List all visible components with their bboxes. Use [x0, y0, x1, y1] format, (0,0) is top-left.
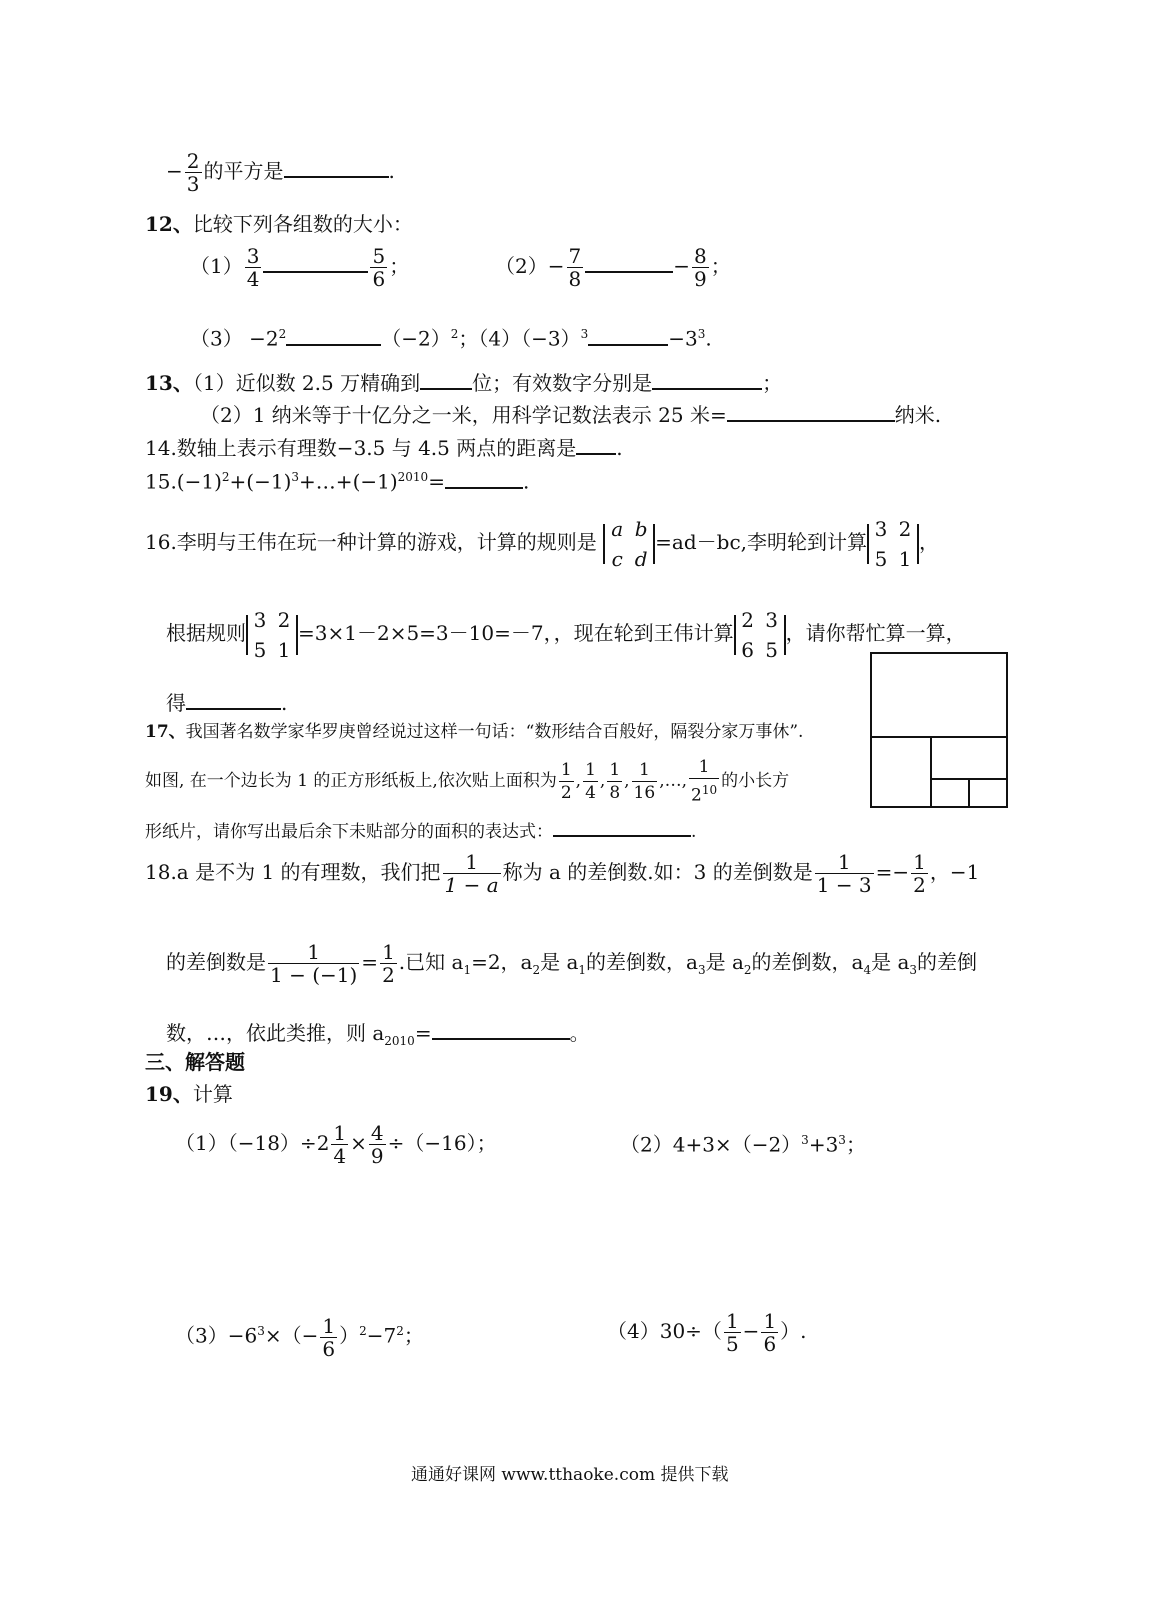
q12-part2: （2）− $\frac{7}{8}$ − $\frac{8}{9}$ ； [495, 244, 731, 291]
answer-blank [263, 251, 368, 273]
determinant: 3 2 5 1 [253, 607, 291, 662]
q16-line3: 得 . [166, 688, 287, 715]
q12-part3-4: $(3) -2^2$ $(-2)^2$；$(4)(-3)^3 -3^3$. [190, 322, 712, 351]
outer-square [871, 653, 1007, 807]
answer-blank [286, 324, 381, 346]
q16-line1: 16.李明与王伟在玩一种计算的游戏，计算的规则是 a b c d=ad－bc,李明轮到计算3 2 5 1， [145, 512, 939, 572]
q18-line3: 数，…，依此类推，则 $a_{2010}=$ 。 [166, 1018, 590, 1053]
answer-blank [186, 688, 281, 710]
q11-tail: − $\frac{2}{3}$ 的平方是 . [166, 149, 395, 196]
q15: $15.(-1)^2+(-1)^3+\dots+(-1)^{2010}=$ . [145, 465, 529, 494]
section-heading: 三、解答题 [145, 1050, 245, 1074]
square-figure [870, 652, 1008, 808]
q17-line1: 17、我国著名数学家华罗庚曾经说过这样一句话：“数形结合百般好，隔裂分家万事休”. [145, 722, 804, 742]
q16-line2: 根据规则3 2 5 1=3×1－2×5=3－10=－7，，现在轮到王伟计算2 3 6 5，请你帮忙算一算， [166, 603, 966, 663]
q12-heading: 12、比较下列各组数的大小： [145, 212, 413, 236]
answer-blank [585, 251, 673, 273]
q17-line3: 形纸片，请你写出最后余下未贴部分的面积的表达式： . [145, 815, 696, 844]
fraction: $\frac{2}{3}$ [186, 149, 200, 196]
answer-blank [553, 815, 691, 837]
q19-part4: （4）30÷（ $\frac{1}{5}$ − $\frac{1}{6}$ ）. [607, 1309, 807, 1356]
q13-line1: 13、（1）近似数 2.5 万精确到 位；有效数字分别是 ； [145, 368, 782, 395]
q19-heading: 19、计算 [145, 1082, 233, 1106]
answer-blank [588, 324, 668, 346]
answer-blank [727, 400, 895, 422]
footer: 通通好课网 www.tthaoke.com 提供下载 [411, 1465, 729, 1485]
answer-blank [284, 156, 389, 178]
q12-part1: （1） $\frac{3}{4}$ $\frac{5}{6}$ ； [190, 244, 410, 291]
determinant: 3 2 5 1 [874, 516, 912, 571]
q17-line2: 如图, 在一个边长为 1 的正方形纸板上,依次贴上面积为 $\frac{1}{2}$ , $\frac{1}{4}$ , $\frac{1}{8}$ , $\frac{1}{16}$ ,…, $\frac{1}{2^{10}}$ 的小长方 [145, 757, 790, 806]
q18-line1: 18.a 是不为 1 的有理数，我们把 $\frac{1}{1 - a}$ 称为 a 的差倒数.如：3 的差倒数是 $\frac{1}{1 - 3}$ =− $\frac{1}{2}$ ，−1 [145, 850, 980, 897]
q19-part1: （1）（−18）÷2 $\frac{1}{4}$ × $\frac{4}{9}$ ÷（−16）； [175, 1121, 497, 1168]
q13-line2: （2）1 纳米等于十亿分之一米，用科学记数法表示 25 米= 纳米. [200, 400, 941, 427]
answer-blank [445, 467, 523, 489]
determinant: a b c d [611, 516, 648, 571]
determinant: 2 3 6 5 [741, 607, 778, 662]
answer-blank [420, 368, 472, 390]
answer-blank [576, 433, 616, 455]
q18-line2: 的差倒数是 $\frac{1}{1 - (-1)}$ = $\frac{1}{2}$ .已知 $a_1=2$，$a_2$是 $a_1$的差倒数，$a_3$是 $a_2$的差倒数，$a_4$是 $a_3$的差倒 [166, 940, 978, 987]
answer-blank [652, 368, 762, 390]
q19-part3: $(3)-6^3\times(-$ $\frac{1}{6}$ ）$^2-7^2$； [175, 1313, 424, 1361]
answer-blank [432, 1018, 570, 1040]
q19-part2: $(2)4+3\times(-2)^3+3^3$； [620, 1132, 866, 1157]
q14: 14.数轴上表示有理数−3.5 与 4.5 两点的距离是 . [145, 433, 623, 460]
